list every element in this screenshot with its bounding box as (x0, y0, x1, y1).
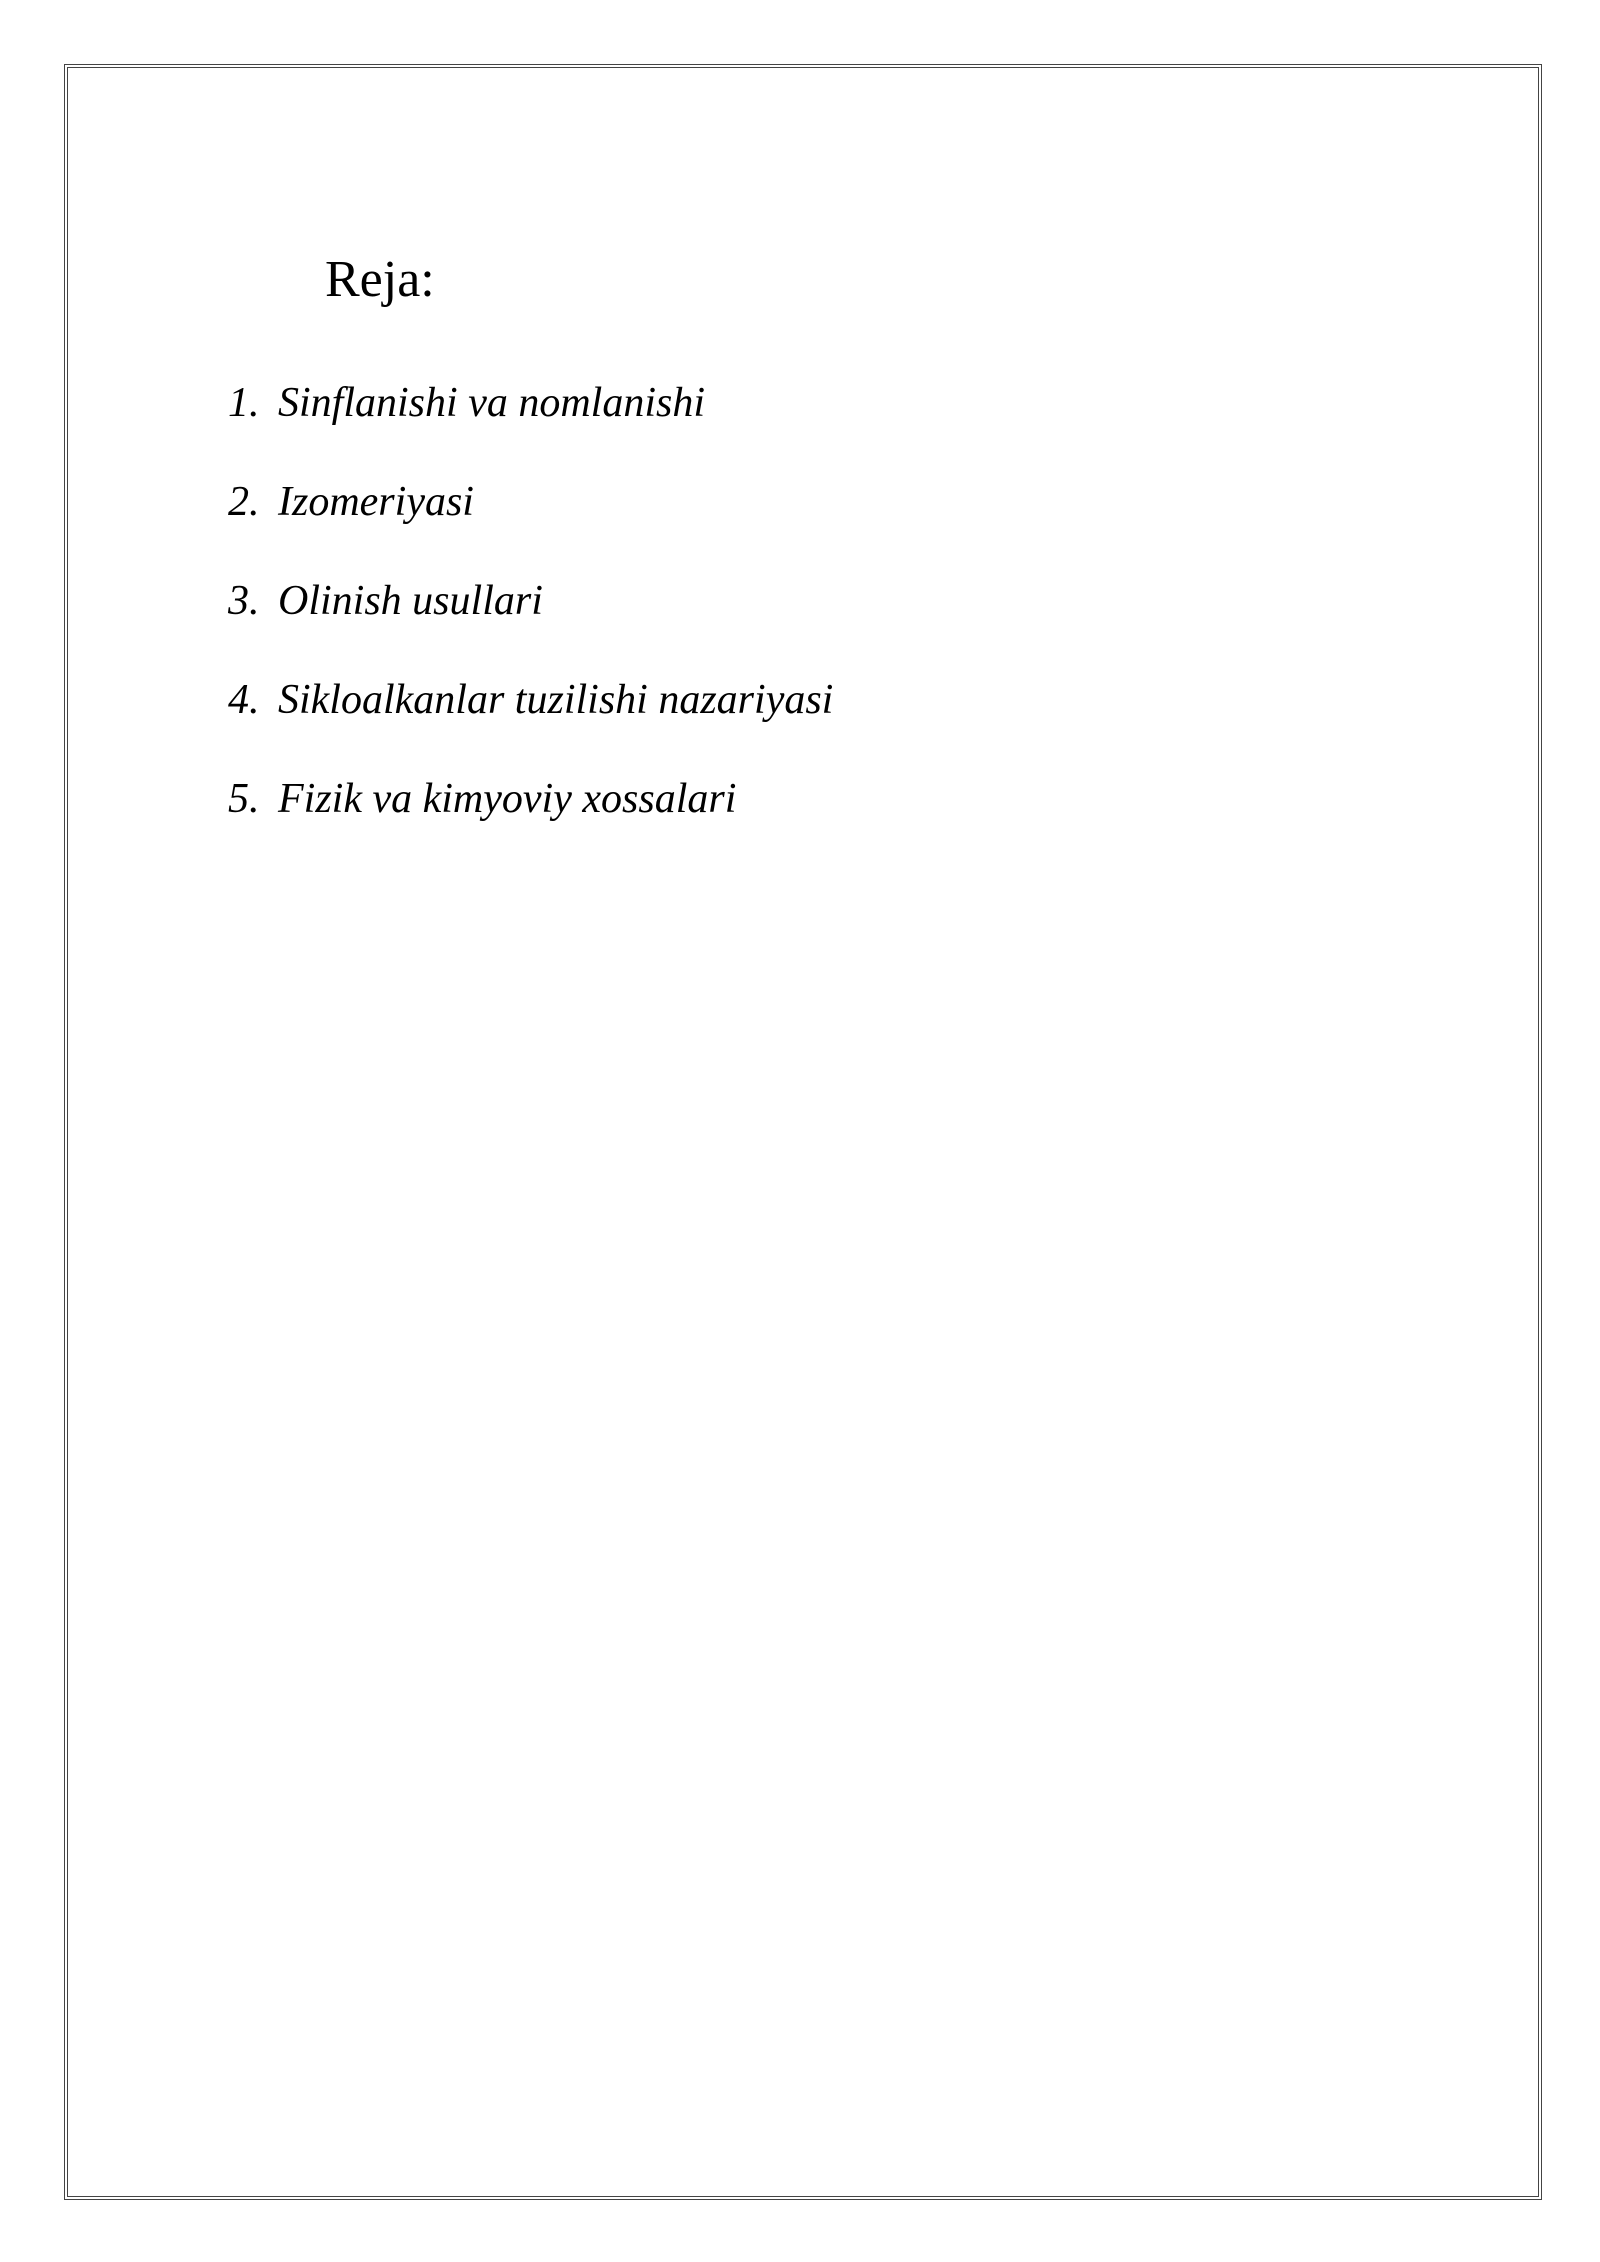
list-item (228, 679, 833, 778)
list-item-text: Sikloalkanlar tuzilishi nazariyasi (278, 677, 834, 723)
list-item-number: 5. (228, 776, 260, 822)
list-item-number: 4. (228, 677, 260, 723)
list-item-number: 3. (228, 578, 260, 624)
list-item-text: Izomeriyasi (278, 479, 474, 525)
plan-list (228, 382, 833, 877)
list-item (228, 778, 833, 877)
list-item (228, 580, 833, 679)
list-item (228, 481, 833, 580)
list-item-number: 1. (228, 380, 260, 426)
list-item (228, 382, 833, 481)
list-item-text: Olinish usullari (278, 578, 543, 624)
plan-title: Reja: (325, 251, 435, 308)
list-item-text: Fizik va kimyoviy xossalari (278, 776, 737, 822)
list-item-text: Sinflanishi va nomlanishi (278, 380, 706, 426)
list-item-number: 2. (228, 479, 260, 525)
